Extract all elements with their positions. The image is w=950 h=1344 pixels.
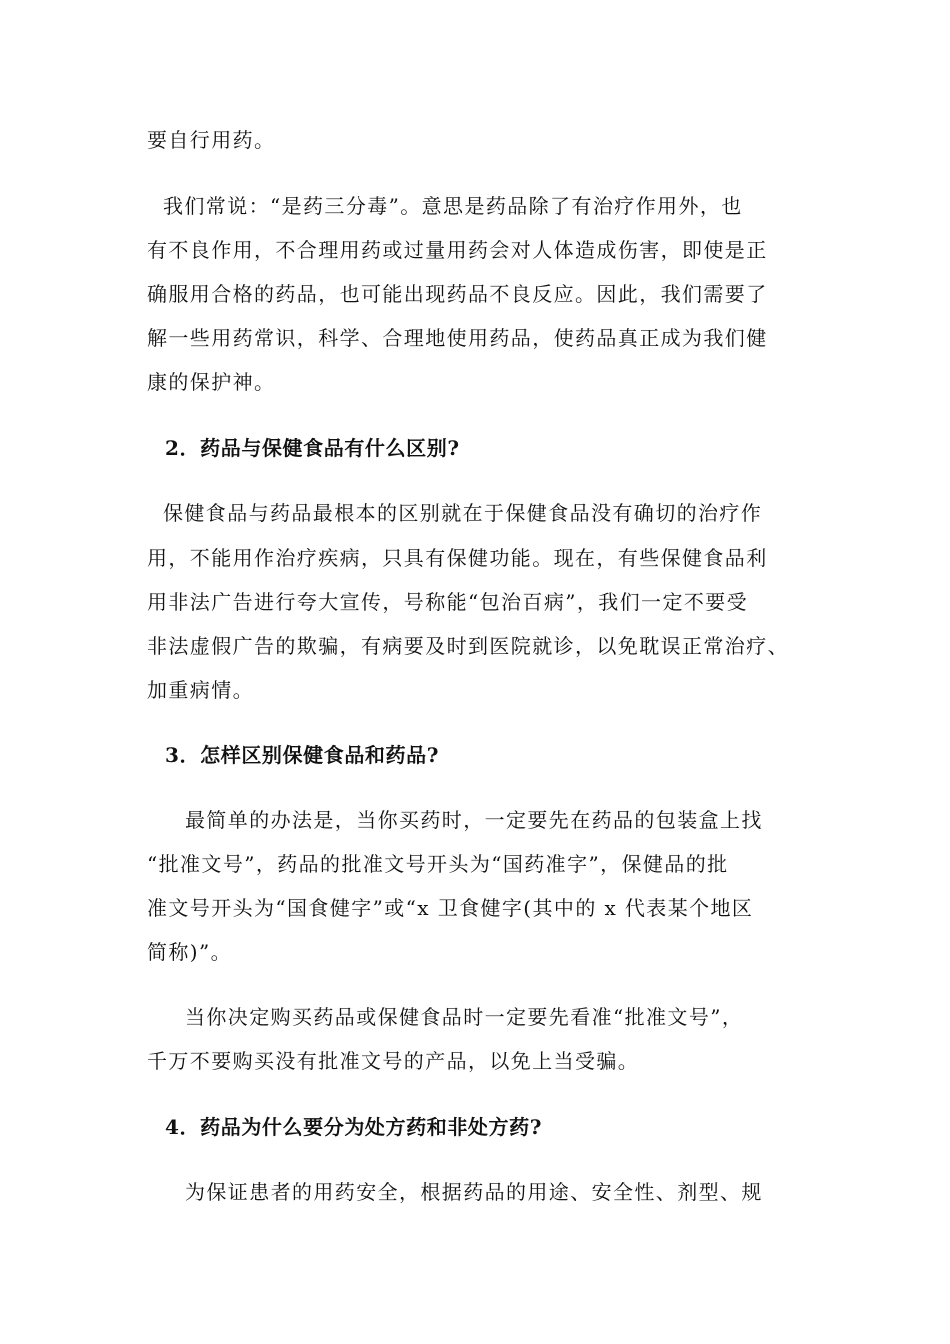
paragraph-line: 康的保护神。 [147,370,276,394]
paragraph-line: 千万不要购买没有批准文号的产品，以免上当受骗。 [147,1049,640,1073]
paragraph-line: 最简单的办法是，当你买药时，一定要先在药品的包装盒上找 [185,808,763,832]
paragraph-line: 保健食品与药品最根本的区别就在于保健食品没有确切的治疗作 [163,501,763,525]
paragraph-line: 加重病情。 [147,678,254,702]
paragraph-line: 当你决定购买药品或保健食品时一定要先看准“批准文号”， [185,1005,744,1029]
paragraph-line: 非法虚假广告的欺骗，有病要及时到医院就诊，以免耽误正常治疗、 [147,634,789,658]
paragraph-line: 用，不能用作治疗疾病，只具有保健功能。现在，有些保健食品利 [147,546,768,570]
paragraph-line: 简称)”。 [147,940,233,964]
paragraph-line: 确服用合格的药品，也可能出现药品不良反应。因此，我们需要了 [147,282,768,306]
section-heading: 4．药品为什么要分为处方药和非处方药? [165,1115,543,1139]
paragraph-line: “批准文号”，药品的批准文号开头为“国药准字”，保健品的批 [147,852,729,876]
paragraph-line: 用非法广告进行夸大宣传，号称能“包治百病”，我们一定不要受 [147,590,749,614]
paragraph-line: 有不良作用，不合理用药或过量用药会对人体造成伤害，即使是正 [147,238,768,262]
paragraph-line: 我们常说：“是药三分毒”。意思是药品除了有治疗作用外，也 [163,194,743,218]
section-heading: 3．怎样区别保健食品和药品? [165,743,440,767]
paragraph-line: 解一些用药常识，科学、合理地使用药品，使药品真正成为我们健 [147,326,768,350]
section-heading: 2．药品与保健食品有什么区别? [165,436,460,460]
paragraph-line: 准文号开头为“国食健字”或“x 卫食健字(其中的 x 代表某个地区 [147,896,754,920]
paragraph-line: 为保证患者的用药安全，根据药品的用途、安全性、剂型、规 [185,1180,763,1204]
paragraph-line: 要自行用药。 [147,128,276,152]
